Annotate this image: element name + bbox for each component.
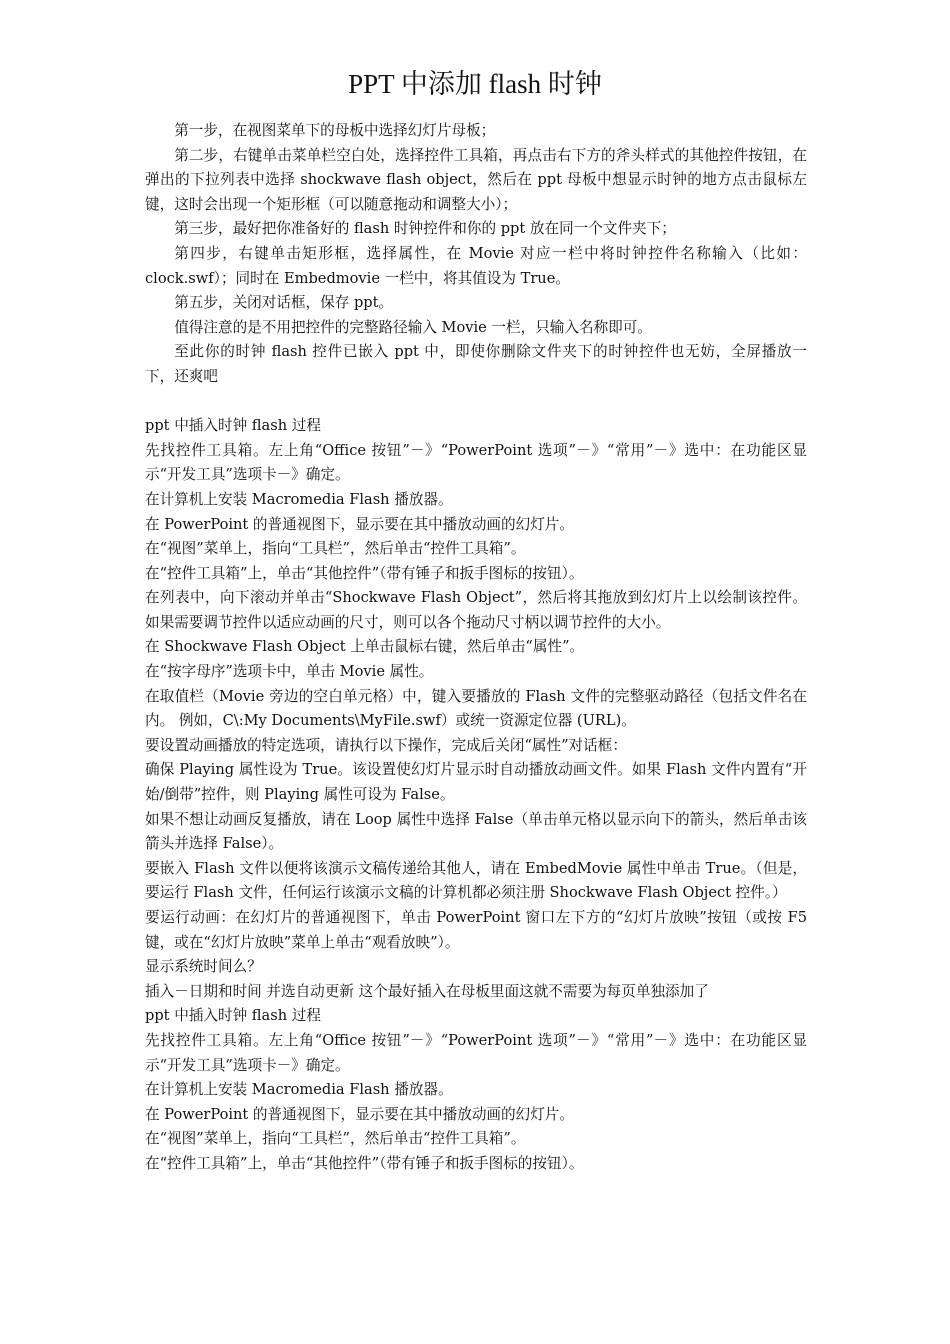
document-body — [145, 119, 807, 1177]
paragraph: 先找控件工具箱。左上角“Office 按钮”－》“PowerPoint 选项”－》“常用”－》选中：在功能区显示“开发工具”选项卡－》确定。 — [145, 1031, 807, 1074]
paragraph: 在列表中，向下滚动并单击“Shockwave Flash Object”，然后将其拖放到幻灯片上以绘制该控件。如果需要调节控件以适应动画的尺寸，则可以各个拖动尺寸柄以调节控件的大小。 — [145, 589, 807, 631]
paragraph: 要运行动画：在幻灯片的普通视图下，单击 PowerPoint 窗口左下方的“幻灯片放映”按钮（或按 F5 键，或在“幻灯片放映”菜单上单击“观看放映”）。 — [145, 909, 807, 951]
paragraph-summary: 至此你的时钟 flash 控件已嵌入 ppt 中，即使你删除文件夹下的时钟控件也无妨，全屏播放一下，还爽吧 — [145, 343, 807, 385]
blank-line — [145, 390, 807, 415]
paragraph: 确保 Playing 属性设为 True。该设置使幻灯片显示时自动播放动画文件。如果 Flash 文件内置有“开始/倒带”控件，则 Playing 属性可设为 False。 — [145, 761, 807, 804]
paragraph: 在“视图”菜单上，指向“工具栏”，然后单击“控件工具箱”。 — [145, 540, 526, 558]
section-heading: ppt 中插入时钟 flash 过程 — [145, 417, 321, 435]
paragraph: 在 Shockwave Flash Object 上单击鼠标右键，然后单击“属性”。 — [145, 638, 585, 656]
paragraph-step-3: 第三步，最好把你准备好的 flash 时钟控件和你的 ppt 放在同一个文件夹下； — [174, 220, 676, 238]
paragraph: 插入－日期和时间 并选自动更新 这个最好插入在母板里面这就不需要为每页单独添加了 — [145, 982, 709, 1000]
paragraph-note: 值得注意的是不用把控件的完整路径输入 Movie 一栏，只输入名称即可。 — [174, 318, 652, 336]
paragraph: 要嵌入 Flash 文件以便将该演示文稿传递给其他人，请在 EmbedMovie 属性中单击 True。（但是，要运行 Flash 文件，任何运行该演示文稿的计算机都必须注册 Shockwave Flash Object 控件。） — [145, 859, 807, 902]
paragraph: 要设置动画播放的特定选项，请执行以下操作，完成后关闭“属性”对话框： — [145, 736, 627, 754]
paragraph: 在计算机上安装 Macromedia Flash 播放器。 — [145, 1081, 453, 1099]
paragraph: 在 PowerPoint 的普通视图下，显示要在其中播放动画的幻灯片。 — [145, 1105, 574, 1123]
paragraph: 在 PowerPoint 的普通视图下，显示要在其中播放动画的幻灯片。 — [145, 515, 574, 533]
paragraph-step-5: 第五步，关闭对话框，保存 ppt。 — [174, 294, 394, 312]
paragraph: 在“按字母序”选项卡中，单击 Movie 属性。 — [145, 663, 434, 681]
paragraph: ppt 中插入时钟 flash 过程 — [145, 1007, 321, 1025]
paragraph: 显示系统时间么？ — [145, 958, 262, 976]
paragraph: 先找控件工具箱。左上角“Office 按钮”－》“PowerPoint 选项”－》“常用”－》选中：在功能区显示“开发工具”选项卡－》确定。 — [145, 441, 807, 484]
paragraph-step-2: 第二步，右键单击菜单栏空白处，选择控件工具箱，再点击右下方的斧头样式的其他控件按钮，在弹出的下拉列表中选择 shockwave flash object，然后在 ppt 母板中想显示时钟的地方点击鼠标左键，这时会出现一个矩形框（可以随意拖动和调整大小）； — [145, 146, 807, 213]
paragraph: 在“控件工具箱”上，单击“其他控件”（带有锤子和扳手图标的按钮）。 — [145, 1154, 584, 1172]
paragraph-step-4: 第四步，右键单击矩形框，选择属性，在 Movie 对应一栏中将时钟控件名称输入（比如：clock.swf）；同时在 Embedmovie 一栏中，将其值设为 True。 — [145, 244, 807, 287]
paragraph-step-1: 第一步，在视图菜单下的母板中选择幻灯片母板； — [174, 122, 496, 139]
paragraph: 如果不想让动画反复播放，请在 Loop 属性中选择 False（单击单元格以显示向下的箭头，然后单击该箭头并选择 False）。 — [145, 810, 807, 853]
paragraph: 在取值栏（Movie 旁边的空白单元格）中，键入要播放的 Flash 文件的完整驱动路径（包括文件名在内。 例如，C\:My Documents\MyFile.swf）或统一资源定位器 (URL)。 — [145, 687, 807, 730]
page-title: PPT 中添加 flash 时钟 — [348, 69, 602, 99]
paragraph: 在“视图”菜单上，指向“工具栏”，然后单击“控件工具箱”。 — [145, 1130, 526, 1148]
paragraph: 在计算机上安装 Macromedia Flash 播放器。 — [145, 490, 453, 508]
paragraph: 在“控件工具箱”上，单击“其他控件”（带有锤子和扳手图标的按钮）。 — [145, 564, 584, 582]
